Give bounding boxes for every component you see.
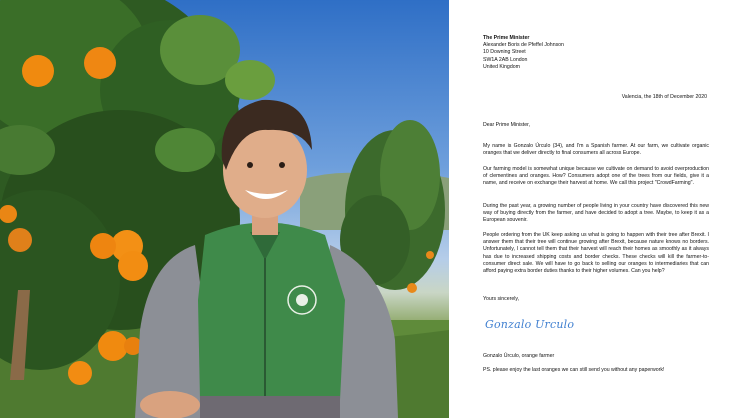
- letter: [449, 0, 743, 418]
- paragraph-1: My name is Gonzalo Úrculo (34), and I'm a Spanish farmer. At our farm, we cultivate organic oranges that we deliver directly to final consumers all across Europe.: [483, 143, 709, 157]
- salutation: Dear Prime Minister,: [483, 122, 530, 128]
- paragraph-4: People ordering from the UK keep asking us what is going to happen with their tree after Brexit. I answer them that their tree will continue growing after Brexit, because nature knows no borders. Unfortunately, I cannot tell them that their harvest will reach their homes as smoothly as it always has due to increased shipping costs and border checks. These checks will kill the farmer-to-consumer direct sale. We will have to go back to selling our oranges to intermediaries that can afford paying extra border duties thanks to their higher volumes. Can you help?: [483, 232, 709, 275]
- green-vest: [198, 223, 345, 401]
- recipient-address: [483, 35, 709, 71]
- recipient-line: 10 Downing Street: [483, 49, 526, 56]
- postscript: PS. please enjoy the last oranges we can still send you without any paperwork!: [483, 367, 665, 373]
- recipient-line: SW1A 2AB London: [483, 56, 528, 63]
- paragraph-3: During the past year, a growing number of people living in your country have discovered this new way of buying directly from the farmer, and have decided to adopt a tree. Maybe, to keep it as a European souvenir.: [483, 203, 709, 224]
- recipient-line: Alexander Boris de Pfeffel Johnson: [483, 42, 564, 49]
- recipient-line: United Kingdom: [483, 63, 520, 70]
- paragraph-2: Our farming model is somewhat unique because we cultivate on demand to avoid overproduction of clementines and oranges. How? Consumers adopt one of the trees from our fields, give it a name, and receive on exchange their harvest at home. We call this project "CrowdFarming".: [483, 166, 709, 187]
- signer-name: Gonzalo Úrculo, orange farmer: [483, 353, 555, 359]
- trousers: [200, 396, 340, 418]
- closing: Yours sincerely,: [483, 296, 520, 302]
- hand: [140, 391, 200, 418]
- letter-date: Valencia, the 18th of December 2020: [621, 94, 707, 100]
- recipient-name: The Prime Minister: [483, 35, 530, 41]
- handwritten-signature: Gonzalo Urculo: [485, 318, 575, 331]
